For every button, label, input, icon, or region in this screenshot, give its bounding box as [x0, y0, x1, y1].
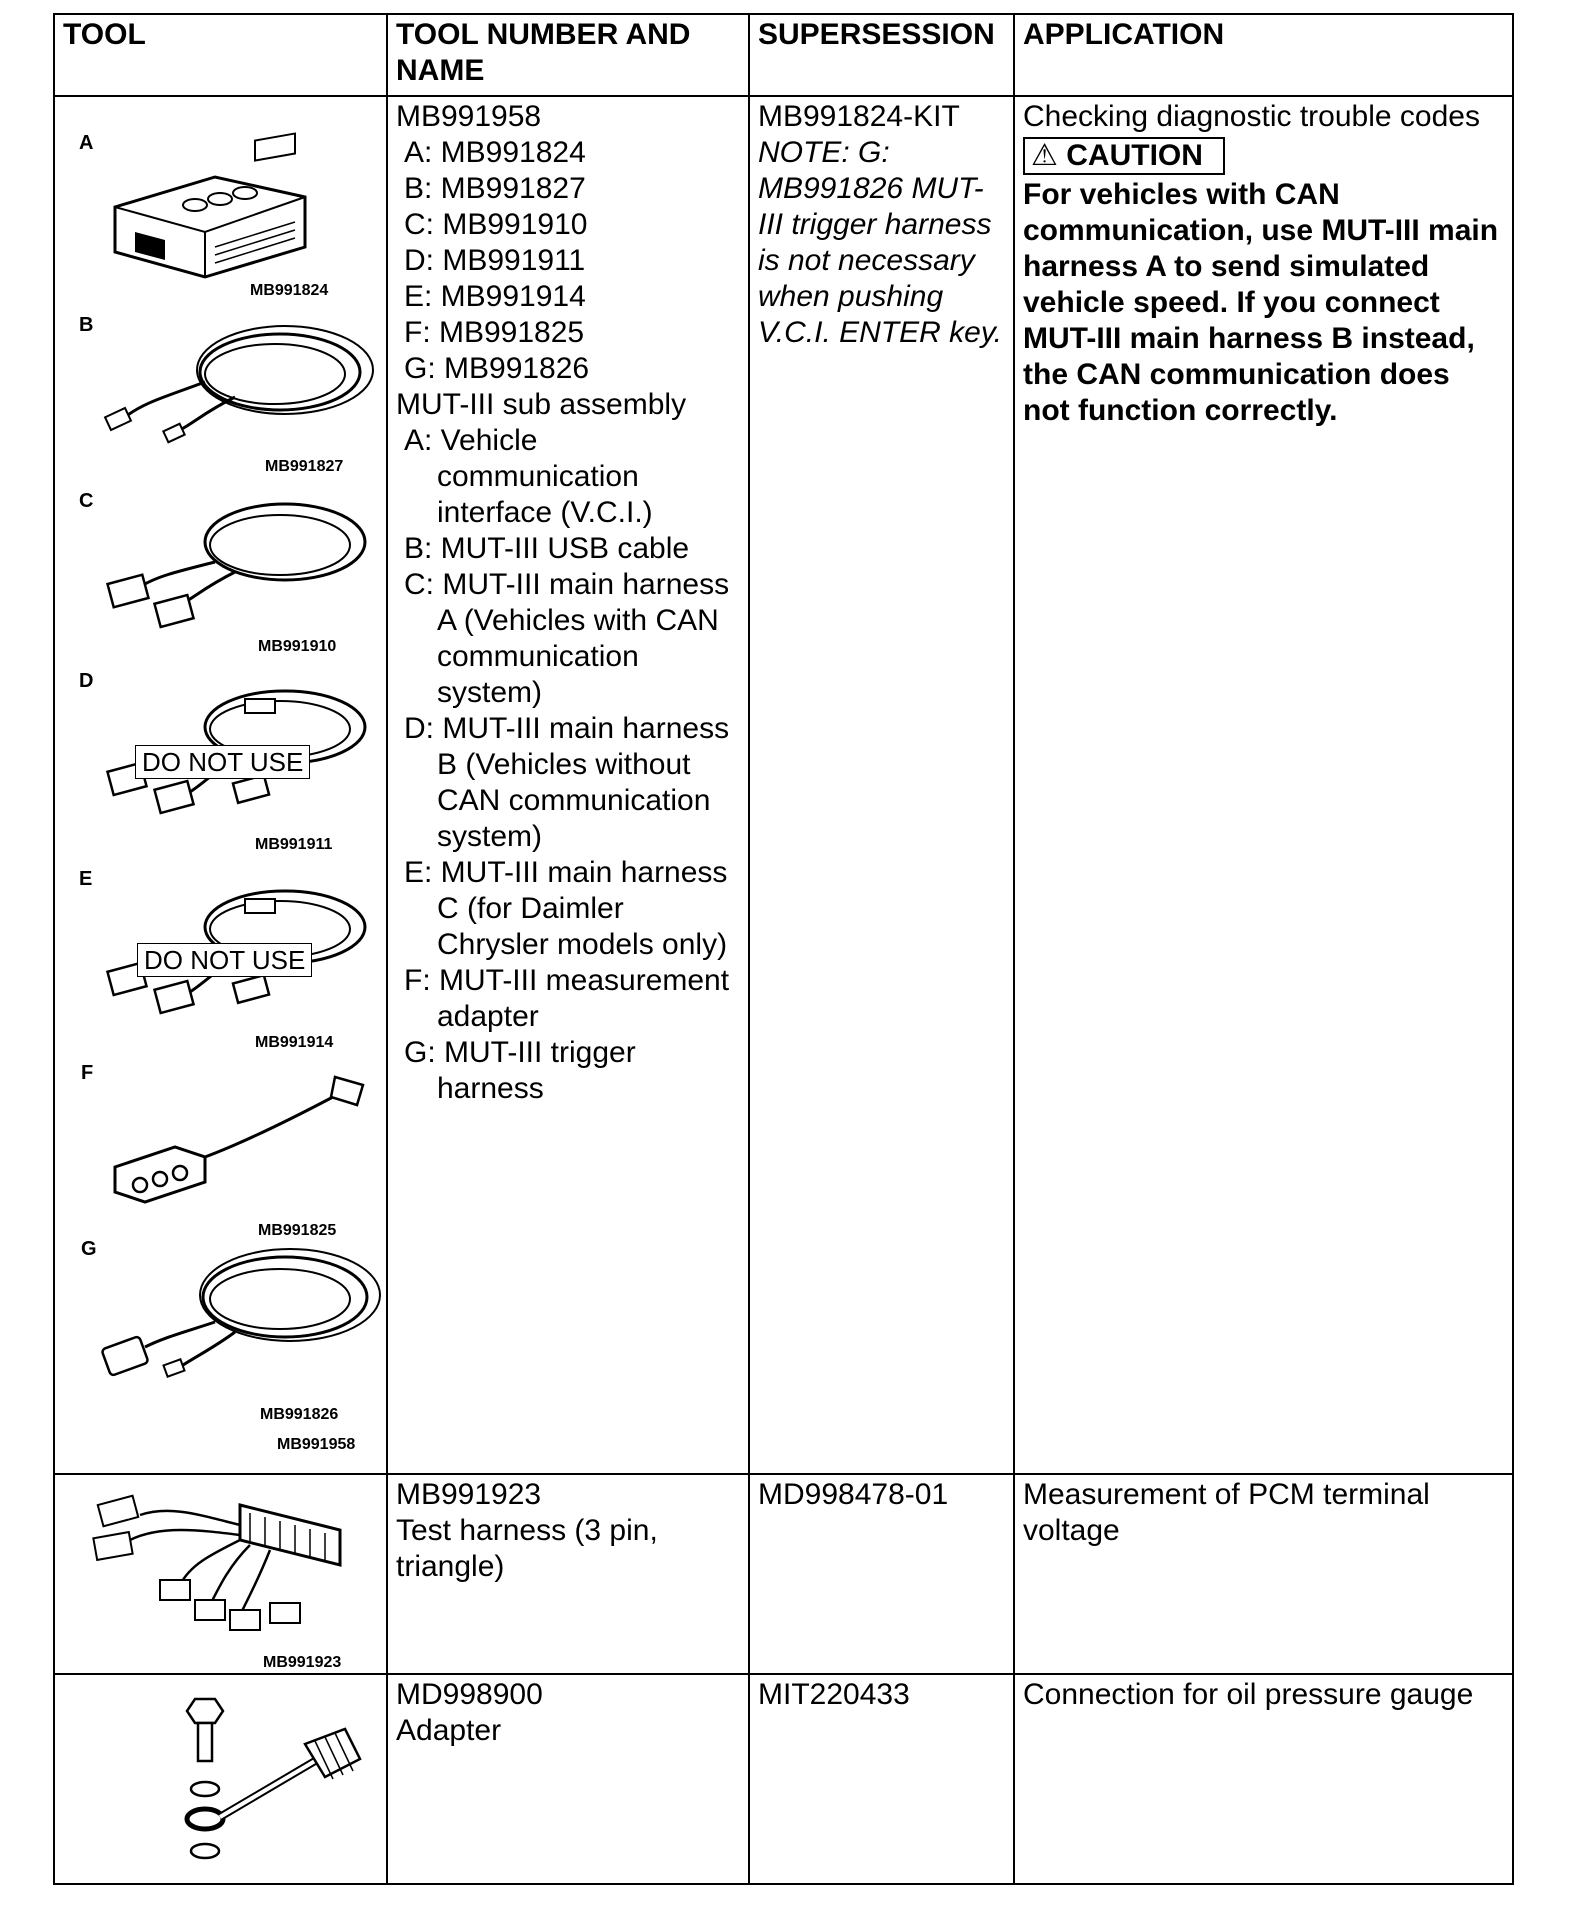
application-cell [1014, 1674, 1513, 1884]
figure-letter: C [79, 490, 94, 512]
figure-code: MB991827 [265, 458, 344, 475]
figure-code: MB991825 [258, 1222, 337, 1239]
caution-text: For vehicles with CAN communication, use MUT-III main harness A to send simulated vehicle speed. If you connect MUT-III main harness B instead, the CAN communication does not function correctly. [1023, 178, 1499, 427]
tool-name: Adapter [396, 1714, 502, 1747]
list-item [396, 855, 740, 963]
tool-illustration-cell [54, 96, 387, 1474]
tool-number: MD998900 [396, 1678, 543, 1711]
header-tool-number-and-name: TOOL NUMBER AND NAME [387, 14, 749, 96]
supersession-cell [749, 1474, 1014, 1674]
figure-letter: G [81, 1238, 97, 1260]
tool-number-and-name-cell [387, 1474, 749, 1674]
list-item: D: MB991911 [404, 244, 586, 277]
figure-code: MB991824 [250, 282, 329, 299]
component-list [396, 135, 740, 387]
header-row [54, 14, 1513, 96]
list-item-continuation: system) [437, 676, 542, 709]
list-item [396, 531, 740, 567]
test-harness-figure [55, 1475, 386, 1673]
tool-illustration-cell [54, 1474, 387, 1674]
supersession-cell [749, 1674, 1014, 1884]
figure-letter: D [79, 670, 94, 692]
special-tools-table [53, 13, 1514, 1885]
list-item [396, 423, 740, 531]
figure-code: MB991826 [260, 1406, 339, 1423]
figure-letter: F [81, 1062, 94, 1084]
list-item-first-line: C: MUT-III main harness [404, 568, 730, 601]
list-item: G: MB991826 [404, 352, 590, 385]
list-item-continuation: CAN communication [437, 784, 711, 817]
main-harness-a-icon [85, 487, 375, 627]
vci-device-icon [105, 137, 335, 277]
tool-number-and-name-cell [387, 96, 749, 1474]
figure-letter: E [79, 868, 93, 890]
list-item: E: MB991914 [404, 280, 586, 313]
test-harness-icon [90, 1485, 380, 1645]
header-tool: TOOL [54, 14, 387, 96]
list-item-continuation: communication [437, 460, 639, 493]
list-item [396, 1035, 740, 1107]
list-item-continuation: Chrysler models only) [437, 928, 728, 961]
do-not-use-stamp: DO NOT USE [137, 943, 312, 977]
list-item [396, 711, 740, 855]
figure-code: MB991914 [255, 1034, 334, 1051]
list-item-continuation: adapter [437, 1000, 539, 1033]
supersession-value: MD998478-01 [758, 1478, 949, 1511]
list-item-first-line: E: MUT-III main harness [404, 856, 728, 889]
list-item: F: MB991825 [404, 316, 585, 349]
list-item-first-line: G: MUT-III trigger [404, 1036, 636, 1069]
list-item: A: MB991824 [404, 136, 586, 169]
main-harness-b-icon [85, 667, 375, 817]
tool-number: MB991923 [396, 1478, 542, 1511]
application-text: Checking diagnostic trouble codes [1023, 100, 1480, 133]
caution-label: CAUTION [1066, 139, 1203, 172]
supersession-value: MIT220433 [758, 1678, 910, 1711]
application-text: Measurement of PCM terminal voltage [1023, 1478, 1430, 1547]
table-row [54, 1674, 1513, 1884]
adapter-figure [55, 1675, 386, 1883]
supersession-cell [749, 96, 1014, 1474]
supersession-note: NOTE: G: MB991826 MUT-III trigger harness is not necessary when pushing V.C.I. ENTER key. [758, 136, 1002, 349]
list-item-first-line: B: MUT-III USB cable [404, 532, 690, 565]
figure-letter: A [79, 132, 94, 154]
tool-illustration-cell [54, 1674, 387, 1884]
application-text: Connection for oil pressure gauge [1023, 1678, 1474, 1711]
figure-code: MB991911 [255, 836, 333, 853]
table-row [54, 96, 1513, 1474]
table-row [54, 1474, 1513, 1674]
list-item-continuation: harness [437, 1072, 544, 1105]
list-item [396, 567, 740, 711]
main-harness-c-icon [85, 867, 375, 1017]
list-item: C: MB991910 [404, 208, 588, 241]
list-item [396, 963, 740, 1035]
list-item-continuation: communication [437, 640, 639, 673]
list-item-continuation: system) [437, 820, 542, 853]
list-item-continuation: interface (V.C.I.) [437, 496, 653, 529]
header-supersession: SUPERSESSION [749, 14, 1014, 96]
application-cell [1014, 96, 1513, 1474]
caution-box [1023, 137, 1225, 175]
tool-number: MB991958 [396, 100, 542, 133]
list-item-continuation: A (Vehicles with CAN [437, 604, 719, 637]
assembly-list [396, 423, 740, 1107]
figure-set-code: MB991958 [277, 1436, 356, 1453]
tool-number-and-name-cell [387, 1674, 749, 1884]
application-cell [1014, 1474, 1513, 1674]
list-item-first-line: A: Vehicle [404, 424, 538, 457]
trigger-harness-icon [85, 1237, 375, 1397]
header-application: APPLICATION [1014, 14, 1513, 96]
list-item-continuation: C (for Daimler [437, 892, 624, 925]
figure-letter: B [79, 314, 94, 336]
tool-name: Test harness (3 pin, triangle) [396, 1514, 658, 1583]
tool-figure-set [55, 97, 386, 1473]
do-not-use-stamp: DO NOT USE [135, 745, 310, 779]
list-item-continuation: B (Vehicles without [437, 748, 691, 781]
list-item-first-line: D: MUT-III main harness [404, 712, 730, 745]
list-item: B: MB991827 [404, 172, 586, 205]
oil-pressure-adapter-icon [115, 1689, 375, 1879]
usb-cable-icon [85, 312, 375, 452]
figure-code: MB991910 [258, 638, 337, 655]
warning-triangle-icon: ⚠ [1031, 139, 1058, 172]
list-item-first-line: F: MUT-III measurement [404, 964, 730, 997]
figure-code: MB991923 [263, 1654, 342, 1671]
supersession-value: MB991824-KIT [758, 100, 960, 133]
measurement-adapter-icon [95, 1057, 375, 1197]
assembly-title: MUT-III sub assembly [396, 388, 687, 421]
